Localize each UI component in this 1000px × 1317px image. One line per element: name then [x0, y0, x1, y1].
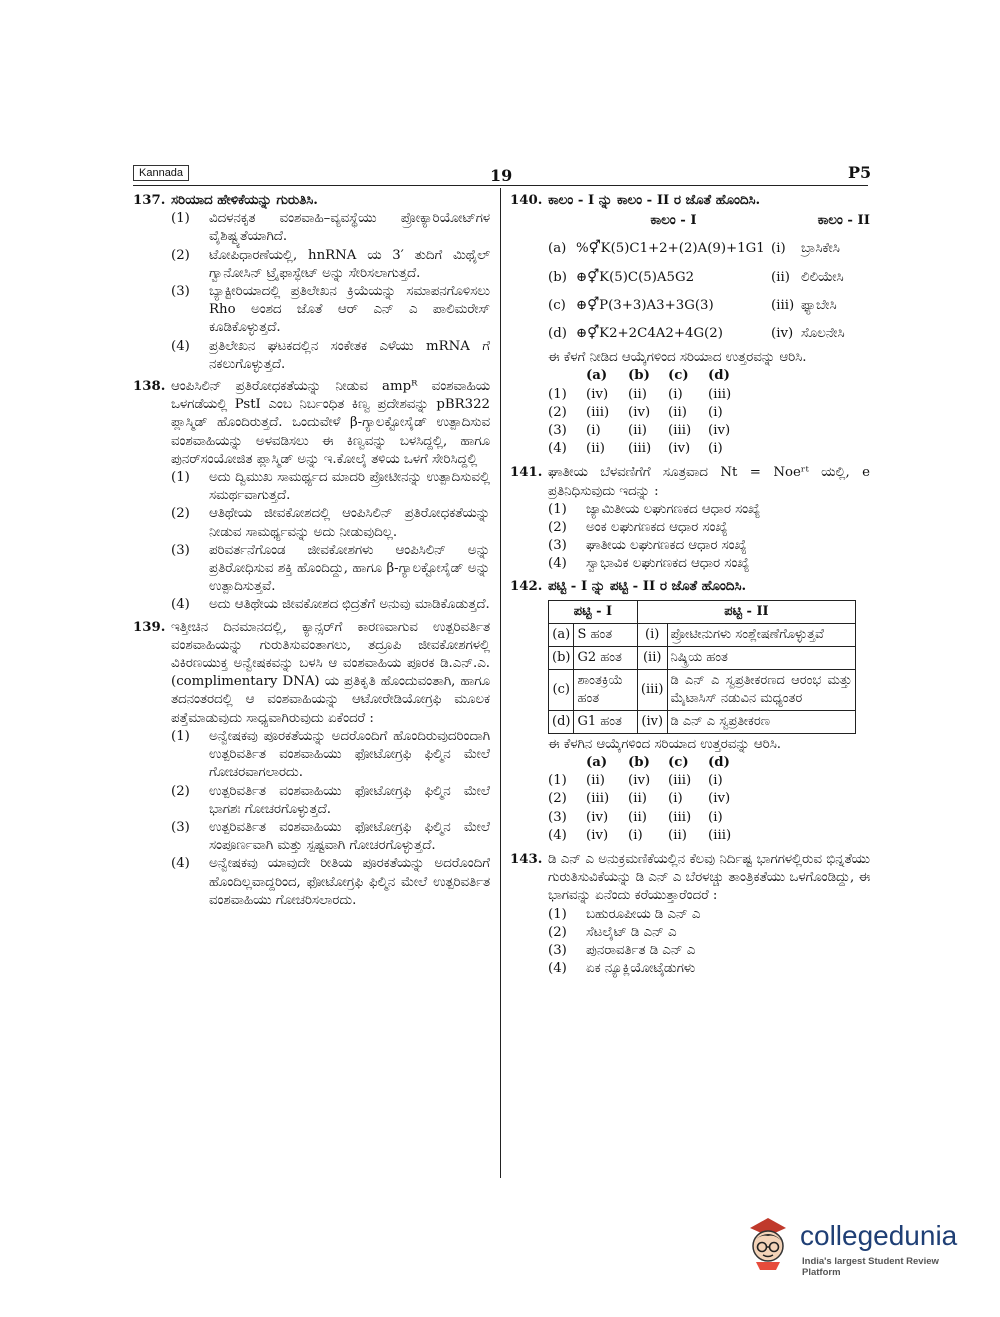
floral-formula: %⚥K(5)C1+2+(2)A(9)+1G1 — [576, 241, 765, 257]
question-140 — [510, 192, 870, 460]
match-columns: ಕಾಲಂ - I ಕಾಲಂ - II (a) %⚥K(5)C1+2+(2)A(9)+1G1 (i) ಬ್ರಾಸಿಕೇಸಿ (b) ⊕⚥K(5)C(5)A5G2 (ii) ಲಿಲಿಯೇಸಿ (c) ⊕⚥P(3+3)A3+3G(3) (iii) ಫ್ಯಾಬೇಸಿ (d) ⊕⚥K2+2C4A2+4G(2) (iv) ಸೊಲನೇಸಿ — [548, 212, 870, 343]
option[interactable]: (3) ಘಾತೀಯ ಲಘುಗಣಕದ ಆಧಾರ ಸಂಖ್ಯೆ — [548, 538, 747, 554]
option[interactable]: (3) ಬ್ಯಾಕ್ಟೀರಿಯಾದಲ್ಲಿ ಪ್ರತಿಲೇಖನ ಕ್ರಿಯೆಯನ್ನು ಸಮಾಪನಗೊಳಿಸಲು Rho ಅಂಶದ ಜೊತೆ ಆರ್ ಎನ್ ಎ ಪಾಲಿಮರೇಸ್ ಕೂಡಿಕೊಳ್ಳುತ್ತದೆ. — [171, 284, 490, 336]
option[interactable]: (3) ಪರಿವರ್ತನೆಗೊಂಡ ಜೀವಕೋಶಗಳು ಆಂಪಿಸಿಲಿನ್ ಅನ್ನು ಪ್ರತಿರೋಧಿಸುವ ಶಕ್ತಿ ಹೊಂದಿದ್ದು, ಹಾಗೂ β-ಗ್ಯಾಲಕ್ಟೋಸೈಡ್ ಅನ್ನು ಉತ್ಪಾದಿಸುತ್ತವೆ. — [171, 542, 490, 595]
option[interactable]: (2) ಸೆಟಲೈಟ್ ಡಿ ಎನ್ ಎ — [548, 924, 677, 940]
question-138 — [133, 378, 490, 615]
left-column — [133, 192, 490, 914]
answer-grid: (a) (b) (c) (d) (1) (iv) (ii) (i) (iii) (2) (iii) (iv) (ii) (i) (3) (i) (ii) (iii) (iv) (4) (ii) (iii) (iv) (i) — [548, 368, 732, 457]
brand-tagline: India's largest Student Review Platform — [802, 1256, 939, 1278]
language-tag: Kannada — [133, 165, 189, 181]
set-code: P5 — [848, 163, 872, 182]
answer-grid: (a) (b) (c) (d) (1) (ii) (iv) (iii) (i) (2) (iii) (ii) (i) (iv) (3) (iv) (ii) (iii) (i) (4) (iv) (i) (ii) (iii) — [548, 755, 732, 843]
question-143 — [510, 851, 870, 978]
question-stem: ಡಿ ಎನ್ ಎ ಅನುಕ್ರಮಣಿಕೆಯಲ್ಲಿನ ಕೆಲವು ನಿರ್ದಿಷ್ಟ ಭಾಗಗಳಲ್ಲಿರುವ ಭಿನ್ನತೆಯು ಗುರುತಿಸುವಿಕೆಯನ್ನು ಡಿ ಎನ್ ಎ ಬೆರಳಚ್ಚು ತಾಂತ್ರಿಕತೆಯು ಒಳಗೊಂಡಿದ್ದು, ಈ ಭಾಗವನ್ನು ಏನೆಂದು ಕರೆಯುತ್ತಾರೆಂದರೆ : — [548, 852, 870, 904]
instruction: ಈ ಕೆಳಗಿನ ಆಯ್ಕೆಗಳಿಂದ ಸರಿಯಾದ ಉತ್ತರವನ್ನು ಆರಿಸಿ. — [548, 736, 781, 752]
question-139 — [133, 619, 490, 910]
question-stem: ಕಾಲಂ - I ನ್ನು ಕಾಲಂ - II ರ ಜೊತೆ ಹೊಂದಿಸಿ. — [548, 193, 761, 208]
option[interactable]: (2) ಉತ್ಪರಿವರ್ತಿತ ವಂಶವಾಹಿಯು ಫೋಟೋಗ್ರಫಿ ಫಿಲ್ಮಿನ ಮೇಲೆ ಭಾಗಶಃ ಗೋಚರಗೊಳ್ಳುತ್ತದೆ. — [171, 783, 490, 817]
option[interactable]: (2) ಅಂಕ ಲಘುಗಣಕದ ಆಧಾರ ಸಂಖ್ಯೆ — [548, 520, 728, 536]
option[interactable]: (4) ಅದು ಆತಿಥೇಯ ಜೀವಕೋಶದ ಛಿದ್ರತೆಗೆ ಅನುವು ಮಾಡಿಕೊಡುತ್ತದೆ. — [171, 597, 490, 613]
option[interactable]: (1) ವಿದಳನಕೃತ ವಂಶವಾಹಿ–ವ್ಯವಸ್ಥೆಯು ಪ್ರೋಕ್ಯಾರಿಯೋಟ್‌ಗಳ ವೈಶಿಷ್ಟ್ಯತೆಯಾಗಿದೆ. — [171, 211, 490, 245]
option[interactable]: (2) ಟೋಪಿಧಾರಣೆಯಲ್ಲಿ, hnRNA ಯ 3′ ತುದಿಗೆ ಮಿಥೈಲ್ ಗ್ವಾನೋಸಿನ್ ಟ್ರೈಫಾಸ್ಫೇಟ್ ಅನ್ನು ಸೇರಿಸಲಾಗುತ್ತದೆ. — [171, 247, 490, 281]
question-stem: ಘಾತೀಯ ಬೆಳವಣಿಗೆಗೆ ಸೂತ್ರವಾದ Nt = Noeʳᵗ ಯಲ್ಲಿ, e ಪ್ರತಿನಿಧಿಸುವುದು ಇದನ್ನು : — [548, 465, 870, 499]
question-137 — [133, 192, 490, 374]
header-rule — [133, 185, 868, 186]
option[interactable]: (3) ಉತ್ಪರಿವರ್ತಿತ ವಂಶವಾಹಿಯು ಫೋಟೋಗ್ರಫಿ ಫಿಲ್ಮಿನ ಮೇಲೆ ಸಂಪೂರ್ಣವಾಗಿ ಮತ್ತು ಸ್ಪಷ್ಟವಾಗಿ ಗೋಚರಗೊಳ್ಳುತ್ತದೆ. — [171, 819, 490, 854]
floral-formula: ⊕⚥P(3+3)A3+3G(3) — [576, 297, 714, 313]
question-141 — [510, 464, 870, 573]
question-number: 140. — [510, 193, 543, 208]
option[interactable]: (3) ಪುನರಾವರ್ತಿತ ಡಿ ಎನ್ ಎ — [548, 943, 696, 959]
question-stem: ಇತ್ತೀಚಿನ ದಿನಮಾನದಲ್ಲಿ, ಕ್ಯಾನ್ಸರ್‌ಗೆ ಕಾರಣವಾಗುವ ಉತ್ಪರಿವರ್ತಿತ ವಂಶವಾಹಿಯನ್ನು ಗುರುತಿಸುವಂತಾಗಲು, ತದ್ರೂಪಿ ಜೀವಕೋಶಗಳಲ್ಲಿ ವಿಕಿರಣಯುಕ್ತ ಅನ್ವೇಷಕವನ್ನು ಬಳಸಿ ಆ ವಂಶವಾಹಿಯ ಪೂರಕ ಡಿ.ಎನ್.ಎ. (complimentary DNA) ಯ ಪ್ರತಿಕೃತಿ ಹೊಂದುವಂತಾಗಿ, ಹಾಗೂ ತದನಂತರದಲ್ಲಿ ಆ ವಂಶವಾಹಿಯನ್ನು ಆಟೋರೇಡಿಯೋಗ್ರಫಿ ಮೂಲಕ ಪತ್ತೆಮಾಡುವುದು ಸಾಧ್ಯವಾಗಿರುವುದು ಏಕೆಂದರೆ : — [171, 619, 490, 726]
option[interactable]: (1) ಜ್ಯಾಮಿತೀಯ ಲಘುಗಣಕದ ಆಧಾರ ಸಂಖ್ಯೆ — [548, 501, 761, 517]
match-table: ಪಟ್ಟಿ - I ಪಟ್ಟಿ - II (a) S ಹಂತ (i) ಪ್ರೋಟೀನುಗಳು ಸಂಶ್ಲೇಷಣೆಗೊಳ್ಳುತ್ತವೆ (b) G2 ಹಂತ (ii) ನಿಷ್ಕ್ರಿಯ ಹಂತ (c) ಶಾಂತಕ್ರಿಯೆ ಹಂತ (iii) ಡಿ ಎನ್ ಎ ಸ್ವಪ್ರತೀಕರಣದ ಆರಂಭ ಮತ್ತು ಮೈಟಾಸಿಸ್ ನಡುವಿನ ಮಧ್ಯಂತರ (d) G1 ಹಂತ (iv) ಡಿ ಎನ್ ಎ ಸ್ವಪ್ರತೀಕರಣ — [548, 600, 856, 734]
collegedunia-logo[interactable] — [742, 1212, 972, 1282]
question-number: 137. — [133, 193, 166, 208]
question-142 — [510, 578, 870, 847]
question-stem: ಸರಿಯಾದ ಹೇಳಿಕೆಯನ್ನು ಗುರುತಿಸಿ. — [171, 193, 318, 208]
option[interactable]: (4) ಏಕ ನ್ಯೂಕ್ಲಿಯೋಟೈಡುಗಳು — [548, 961, 696, 977]
column-divider — [500, 188, 501, 1178]
brand-name: collegedunia — [800, 1220, 958, 1251]
option[interactable]: (1) ಅದು ದ್ವಿಮುಖ ಸಾಮರ್ಥ್ಯದ ಮಾದರಿ ಪ್ರೋಟೀನನ್ನು ಉತ್ಪಾದಿಸುವಲ್ಲಿ ಸಮರ್ಥವಾಗುತ್ತದೆ. — [171, 470, 490, 504]
option[interactable]: (4) ಅನ್ವೇಷಕವು ಯಾವುದೇ ರೀತಿಯ ಪೂರಕತೆಯನ್ನು ಅದರೊಂದಿಗೆ ಹೊಂದಿಲ್ಲವಾದ್ದರಿಂದ, ಫೋಟೋಗ್ರಫಿ ಫಿಲ್ಮಿನ ಮೇಲೆ ಉತ್ಪರಿವರ್ತಿತ ವಂಶವಾಹಿಯು ಗೋಚರಿಸಲಾರದು. — [171, 856, 490, 908]
question-number: 138. — [133, 379, 166, 395]
option[interactable]: (1) ಅನ್ವೇಷಕವು ಪೂರಕತೆಯನ್ನು ಅದರೊಂದಿಗೆ ಹೊಂದಿರುವುದರಿಂದಾಗಿ ಉತ್ಪರಿವರ್ತಿತ ವಂಶವಾಹಿಯು ಫೋಟೋಗ್ರಫಿ ಫಿಲ್ಮಿನ ಮೇಲೆ ಗೋಚರವಾಗಲಾರದು. — [171, 728, 490, 781]
page-number: 19 — [490, 166, 513, 185]
question-stem: ಪಟ್ಟಿ - I ನ್ನು ಪಟ್ಟಿ - II ರ ಜೊತೆ ಹೊಂದಿಸಿ. — [548, 578, 747, 594]
option[interactable]: (2) ಆತಿಥೇಯ ಜೀವಕೋಶದಲ್ಲಿ ಆಂಪಿಸಿಲಿನ್ ಪ್ರತಿರೋಧಕತೆಯನ್ನು ನೀಡುವ ಸಾಮರ್ಥ್ಯವನ್ನು ಅದು ನೀಡುವುದಿಲ್ಲ. — [171, 506, 490, 540]
question-number: 142. — [510, 578, 543, 594]
question-stem: ಆಂಪಿಸಿಲಿನ್ ಪ್ರತಿರೋಧಕತೆಯನ್ನು ನೀಡುವ ampᴿ ವಂಶವಾಹಿಯ ಒಳಗಡೆಯಲ್ಲಿ PstI ಎಂಬ ನಿರ್ಬಂಧಿತ ಕಿಣ್ವ ಪ್ರದೇಶವನ್ನು pBR322 ಪ್ಲಾಸ್ಮಿಡ್ ಹೊಂದಿರುತ್ತದೆ. ಒಂದುವೇಳೆ β-ಗ್ಯಾಲಕ್ಟೋಸೈಡ್ ಉತ್ಪಾದಿಸುವ ವಂಶವಾಹಿಯನ್ನು ಅಳವಡಿಸಲು ಈ ಕಿಣ್ವವನ್ನು ಬಳಸಿದ್ದಲ್ಲಿ, ಹಾಗೂ ಪುನರ್‌ಸಂಯೋಜಿತ ಪ್ಲಾಸ್ಮಿಡ್ ಅನ್ನು ಇ.ಕೋಲೈ ತಳಿಯ ಒಳಗೆ ಸೇರಿಸಿದ್ದಲ್ಲಿ — [171, 379, 490, 467]
floral-formula: ⊕⚥K(5)C(5)A5G2 — [576, 269, 695, 285]
option[interactable]: (1) ಬಹುರೂಪೀಯ ಡಿ ಎನ್ ಎ — [548, 906, 701, 922]
question-number: 141. — [510, 465, 543, 481]
option[interactable]: (4) ಸ್ವಾಭಾವಿಕ ಲಘುಗಣಕದ ಆಧಾರ ಸಂಖ್ಯೆ — [548, 556, 750, 572]
right-column — [510, 192, 870, 983]
question-number: 139. — [133, 619, 166, 635]
mascot-icon — [742, 1212, 794, 1272]
floral-formula: ⊕⚥K2+2C4A2+4G(2) — [576, 326, 723, 342]
question-number: 143. — [510, 852, 543, 868]
option[interactable]: (4) ಪ್ರತಿಲೇಖನ ಘಟಕದಲ್ಲಿನ ಸಂಕೇತಕ ಎಳೆಯು mRNA ಗೆ ನಕಲುಗೊಳ್ಳುತ್ತದೆ. — [171, 338, 490, 372]
instruction: ಈ ಕೆಳಗೆ ನೀಡಿದ ಆಯ್ಕೆಗಳಿಂದ ಸರಿಯಾದ ಉತ್ತರವನ್ನು ಆರಿಸಿ. — [548, 350, 807, 366]
